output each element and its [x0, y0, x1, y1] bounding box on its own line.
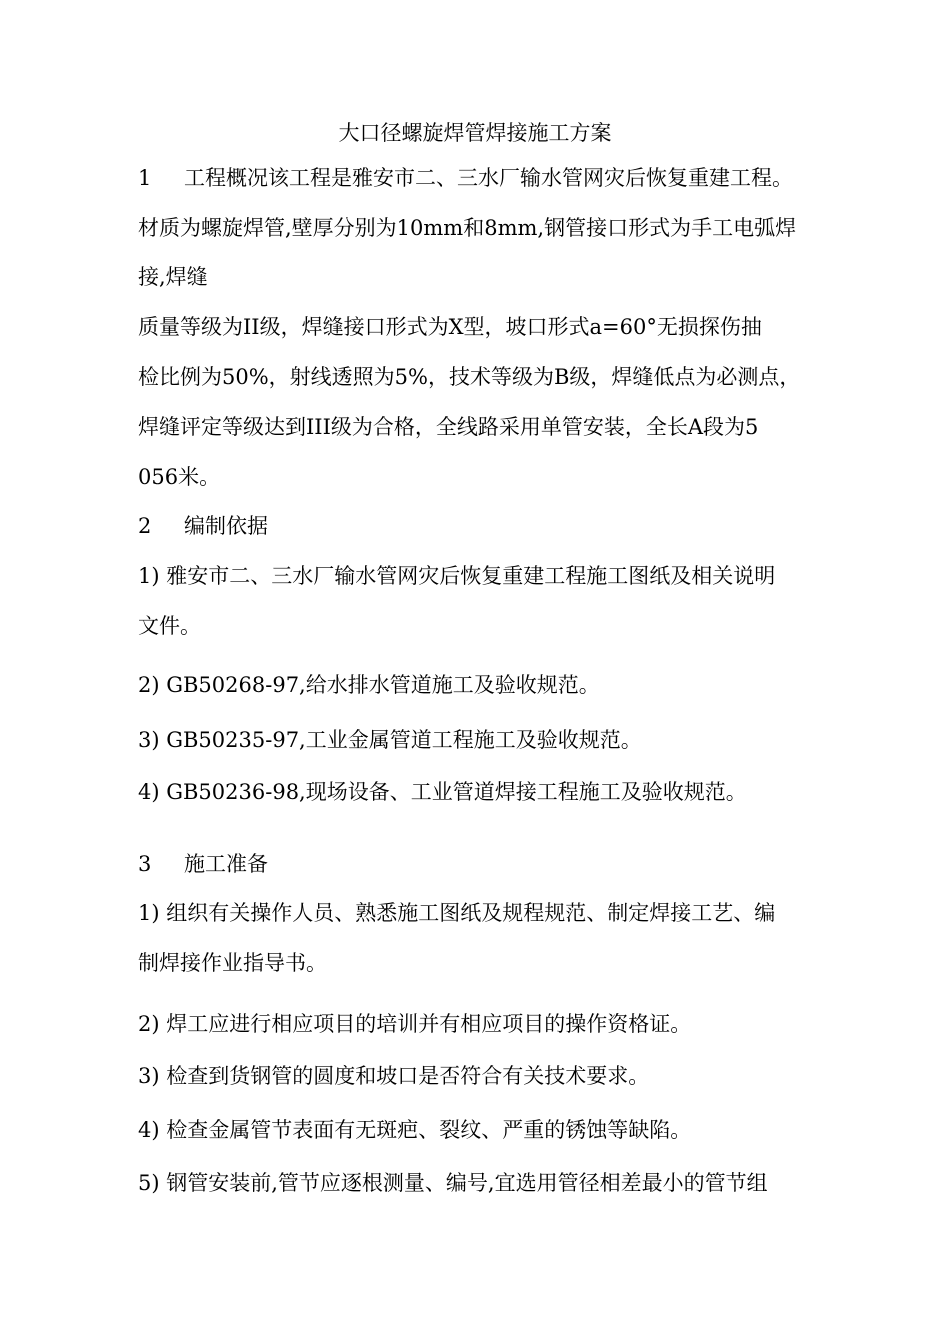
section-2-heading: [138, 511, 268, 541]
section-3-number: 3: [138, 852, 152, 876]
section-1-line-2: 材质为螺旋焊管,壁厚分别为10mm和8mm,钢管接口形式为手工电弧焊: [138, 216, 797, 240]
section-1-text-1: 工程概况该工程是雅安市二、三水厂输水管网灾后恢复重建工程。: [184, 166, 793, 190]
section-1-line-1: [138, 163, 793, 193]
section-1-line-4: 质量等级为II级，焊缝接口形式为X型，坡口形式a=60°无损探伤抽: [138, 315, 762, 339]
section-3-heading: [138, 849, 268, 879]
section-1-number: 1: [138, 166, 152, 190]
section-3-item-5: 5) 钢管安装前,管节应逐根测量、编号,宜选用管径相差最小的管节组: [138, 1171, 768, 1195]
section-1-line-7: 056米。: [138, 465, 221, 489]
section-3-item-1a: 1) 组织有关操作人员、熟悉施工图纸及规程规范、制定焊接工艺、编: [138, 901, 776, 925]
section-3-item-4: 4) 检查金属管节表面有无斑疤、裂纹、严重的锈蚀等缺陷。: [138, 1118, 692, 1142]
section-2-item-2: 2) GB50268-97,给水排水管道施工及验收规范。: [138, 673, 600, 697]
section-2-item-1a: 1) 雅安市二、三水厂输水管网灾后恢复重建工程施工图纸及相关说明: [138, 564, 776, 588]
section-3-item-2: 2) 焊工应进行相应项目的培训并有相应项目的操作资格证。: [138, 1012, 692, 1036]
section-2-item-4: 4) GB50236-98,现场设备、工业管道焊接工程施工及验收规范。: [138, 780, 747, 804]
section-1-line-6: 焊缝评定等级达到III级为合格，全线路采用单管安装，全长A段为5: [138, 415, 759, 439]
section-3-item-3: 3) 检查到货钢管的圆度和坡口是否符合有关技术要求。: [138, 1064, 650, 1088]
section-1-line-5: 检比例为50%，射线透照为5%，技术等级为B级，焊缝低点为必测点，: [138, 365, 801, 389]
section-3-item-1b: 制焊接作业指导书。: [138, 951, 327, 975]
section-1-line-3: 接,焊缝: [138, 265, 208, 289]
document-title: 大口径螺旋焊管焊接施工方案: [338, 121, 612, 145]
section-2-item-3: 3) GB50235-97,工业金属管道工程施工及验收规范。: [138, 728, 642, 752]
section-2-number: 2: [138, 514, 152, 538]
section-2-item-1b: 文件。: [138, 614, 201, 638]
section-3-heading-text: 施工准备: [184, 852, 268, 876]
section-2-heading-text: 编制依据: [184, 514, 268, 538]
